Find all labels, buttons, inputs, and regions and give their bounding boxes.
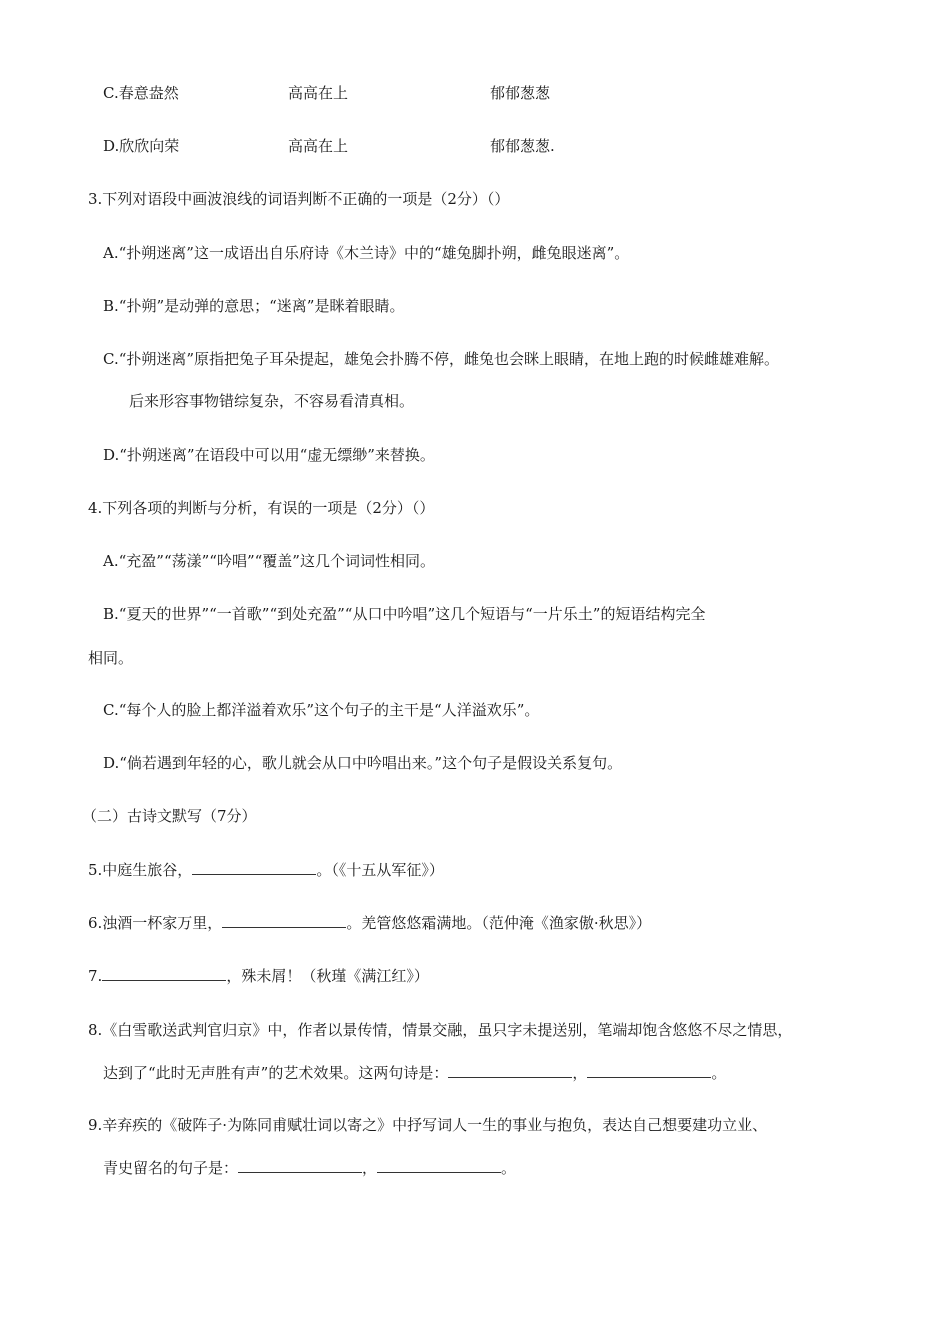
q9-blank-2[interactable] <box>377 1158 501 1173</box>
q6-blank[interactable] <box>222 913 346 928</box>
q3-stem: 3.下列对语段中画波浪线的词语判断不正确的一项是（2分）（） <box>88 190 510 208</box>
q2-option-d-col3: 郁郁葱葱. <box>490 137 555 155</box>
q5-blank[interactable] <box>192 860 316 875</box>
q8-blank-1[interactable] <box>448 1063 572 1078</box>
q9-line1: 9.辛弃疾的《破阵子·为陈同甫赋壮词以寄之》中抒写词人一生的事业与抱负，表达自己想要建功立业、 <box>88 1116 768 1134</box>
q8-line2 <box>103 1063 726 1083</box>
q6-line <box>88 913 651 933</box>
q4-option-b-line1: B.“夏天的世界”“一首歌”“到处充盈”“从口中吟唱”这几个短语与“一片乐土”的短语结构完全 <box>103 605 706 623</box>
q6-prefix: 6.浊酒一杯家万里， <box>88 914 223 932</box>
q8-line1: 8.《白雪歌送武判官归京》中，作者以景传情，情景交融，虽只字未提送别，笔端却饱含悠悠不尽之情思， <box>88 1021 793 1039</box>
q9-separator: ， <box>362 1159 378 1177</box>
q5-prefix: 5.中庭生旅谷， <box>88 861 193 879</box>
q7-prefix: 7. <box>88 967 103 985</box>
q8-blank-2[interactable] <box>587 1063 711 1078</box>
q8-separator: ， <box>572 1064 588 1082</box>
q9-blank-1[interactable] <box>238 1158 362 1173</box>
q2-option-d-col2: 高高在上 <box>288 137 349 155</box>
q5-suffix: 。（《十五从军征》） <box>316 861 444 879</box>
q3-option-a: A.“扑朔迷离”这一成语出自乐府诗《木兰诗》中的“雄兔脚扑朔，雌兔眼迷离”。 <box>103 244 630 262</box>
q4-option-a: A.“充盈”“荡漾”“吟唱”“覆盖”这几个词词性相同。 <box>103 552 435 570</box>
q4-option-b-line2: 相同。 <box>88 649 134 667</box>
q4-stem: 4.下列各项的判断与分析，有误的一项是（2分）（） <box>88 499 435 517</box>
q4-option-c: C.“每个人的脸上都洋溢着欢乐”这个句子的主干是“人洋溢欢乐”。 <box>103 701 540 719</box>
q7-suffix: ，殊未屑！（秋瑾《满江红》） <box>226 967 429 985</box>
q9-suffix: 。 <box>501 1159 517 1177</box>
q9-prefix: 青史留名的句子是： <box>103 1159 239 1177</box>
q7-line <box>88 966 429 986</box>
q2-option-c-col2: 高高在上 <box>288 84 349 102</box>
q3-option-c-line2: 后来形容事物错综复杂，不容易看清真相。 <box>129 392 415 410</box>
q3-option-b: B.“扑朔”是动弹的意思；“迷离”是眯着眼睛。 <box>103 297 405 315</box>
q7-blank[interactable] <box>102 966 226 981</box>
q8-suffix: 。 <box>711 1064 727 1082</box>
q5-line <box>88 860 444 880</box>
q2-option-c-col3: 郁郁葱葱 <box>490 84 551 102</box>
q2-option-c-label: C.春意盎然 <box>103 84 179 102</box>
q9-line2 <box>103 1158 516 1178</box>
q3-option-d: D.“扑朔迷离”在语段中可以用“虚无缥缈”来替换。 <box>103 446 435 464</box>
q4-option-d: D.“倘若遇到年轻的心，歌儿就会从口中吟唱出来。”这个句子是假设关系复句。 <box>103 754 623 772</box>
q2-option-d-label: D.欣欣向荣 <box>103 137 180 155</box>
q8-prefix: 达到了“此时无声胜有声”的艺术效果。这两句诗是： <box>103 1064 449 1082</box>
section-title: （二）古诗文默写（7分） <box>82 807 257 825</box>
q3-option-c-line1: C.“扑朔迷离”原指把兔子耳朵提起，雄兔会扑腾不停，雌兔也会眯上眼睛，在地上跑的时候雌雄难解。 <box>103 350 780 368</box>
q6-suffix: 。羌管悠悠霜满地。（范仲淹《渔家傲·秋思》） <box>346 914 652 932</box>
